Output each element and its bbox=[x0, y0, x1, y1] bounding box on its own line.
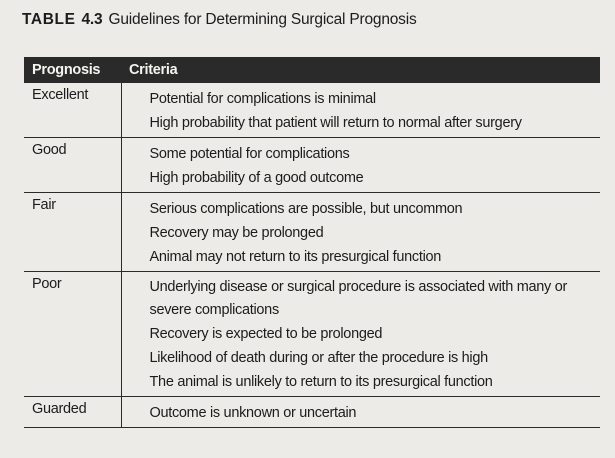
prognosis-cell: Excellent bbox=[24, 83, 121, 138]
prognosis-cell: Guarded bbox=[24, 397, 121, 428]
criteria-line: Recovery may be prolonged bbox=[149, 225, 324, 241]
criteria-line: Some potential for complications bbox=[149, 146, 350, 162]
prognosis-cell: Poor bbox=[24, 272, 121, 397]
prognosis-cell: Fair bbox=[24, 193, 121, 272]
criteria-line: Serious complications are possible, but uncommon bbox=[149, 201, 463, 217]
criteria-cell bbox=[121, 397, 600, 428]
table-row-guarded bbox=[24, 397, 600, 428]
criteria-cell bbox=[121, 193, 600, 272]
criteria-line: High probability of a good outcome bbox=[149, 170, 364, 186]
criteria-cell bbox=[121, 272, 600, 397]
criteria-line: Animal may not return to its presurgical function bbox=[149, 249, 442, 265]
table-row-fair bbox=[24, 193, 600, 272]
header-prognosis: Prognosis bbox=[24, 57, 121, 83]
prognosis-cell: Good bbox=[24, 138, 121, 193]
criteria-line: Recovery is expected to be prolonged bbox=[149, 326, 383, 342]
criteria-line: Outcome is unknown or uncertain bbox=[149, 405, 357, 421]
table-caption bbox=[22, 11, 417, 29]
table-row-excellent bbox=[24, 83, 600, 138]
prognosis-table bbox=[24, 57, 600, 428]
table-number: 4.3 bbox=[81, 11, 103, 28]
criteria-cell bbox=[121, 83, 600, 138]
table-label: TABLE bbox=[22, 11, 76, 28]
table-header-row bbox=[24, 57, 600, 83]
criteria-line: High probability that patient will return to normal after surgery bbox=[149, 115, 522, 131]
criteria-line: Underlying disease or surgical procedure is associated with many or severe complications bbox=[149, 279, 568, 318]
criteria-line: Potential for complications is minimal bbox=[149, 91, 376, 107]
header-criteria: Criteria bbox=[121, 57, 600, 83]
table-row-poor bbox=[24, 272, 600, 397]
table-row-good bbox=[24, 138, 600, 193]
criteria-line: The animal is unlikely to return to its presurgical function bbox=[149, 374, 493, 390]
criteria-cell bbox=[121, 138, 600, 193]
criteria-line: Likelihood of death during or after the procedure is high bbox=[149, 350, 488, 366]
table-title: Guidelines for Determining Surgical Prognosis bbox=[108, 11, 417, 28]
